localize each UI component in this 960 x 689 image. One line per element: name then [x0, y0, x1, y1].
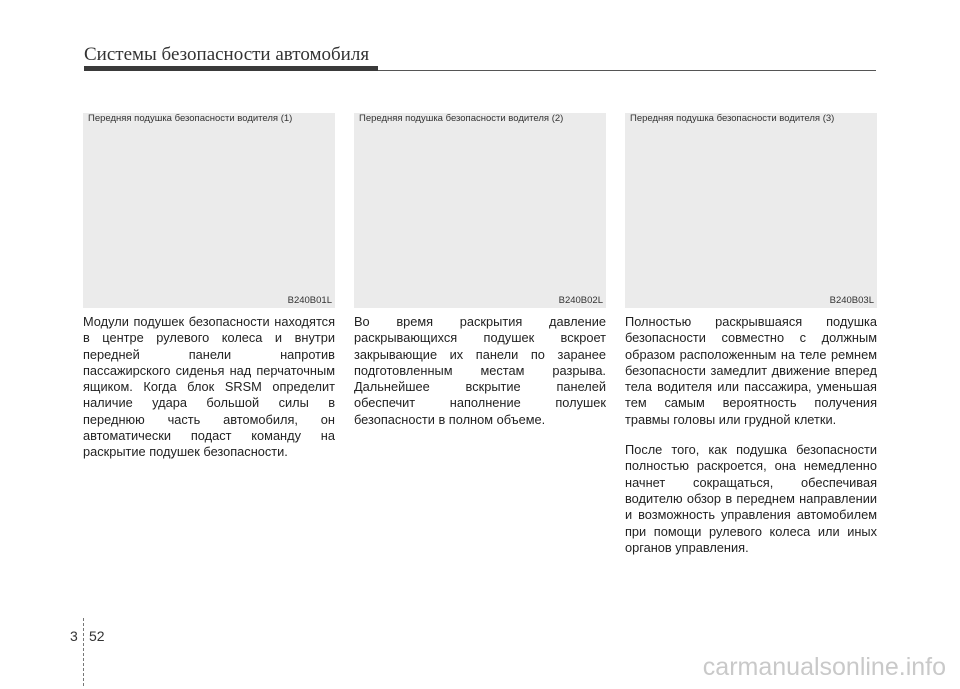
figure-airbag-3	[625, 113, 877, 308]
text-column-2	[354, 314, 606, 428]
figure-caption: Передняя подушка безопасности водителя (1)	[88, 113, 293, 124]
paragraph: Полностью раскрывшаяся подушка безопасности совместно с должным образом расположенным на теле ремнем безопасности замедлит движение вперед тела водителя или пассажира, уменьшая тем самым вероятность получения травмы головы или грудной клетки.	[625, 314, 877, 427]
figure-caption: Передняя подушка безопасности водителя (2)	[359, 113, 564, 124]
section-title: Системы безопасности автомобиля	[84, 44, 370, 65]
page-number: 52	[89, 628, 105, 644]
paragraph: После того, как подушка безопасности полностью раскроется, она немедленно начнет сокращаться, обеспечивая водителю обзор в переднем направлении и возможность управления автомобилем при помощи рулевого колеса или иных органов управления.	[625, 442, 877, 555]
text-column-3	[625, 314, 877, 556]
figure-airbag-1	[83, 113, 335, 308]
paragraph: Модули подушек безопасности находятся в центре рулевого колеса и внутри передней панели напротив пассажирского сиденья над перчаточным ящиком. Когда блок SRSM определит наличие удара большой силы в переднюю часть автомобиля, он автоматически подаст команду на раскрытие подушек безопасности.	[83, 314, 335, 460]
header-accent-bar	[84, 66, 378, 71]
figure-code: B240B02L	[558, 295, 603, 306]
paragraph: Во время раскрытия давление раскрывающихся подушек вскроет закрывающие их панели по заранее подготовленным местам разрыва. Дальнейшее вскрытие панелей обеспечит наполнение полушек безопасности в полном объеме.	[354, 314, 606, 427]
text-column-1	[83, 314, 335, 461]
figure-airbag-2	[354, 113, 606, 308]
figure-code: B240B03L	[829, 295, 874, 306]
chapter-number: 3	[70, 628, 78, 644]
figure-caption: Передняя подушка безопасности водителя (3)	[630, 113, 835, 124]
watermark: carmanualsonline.info	[702, 653, 946, 681]
figure-code: B240B01L	[287, 295, 332, 306]
page-number-divider	[83, 618, 84, 686]
